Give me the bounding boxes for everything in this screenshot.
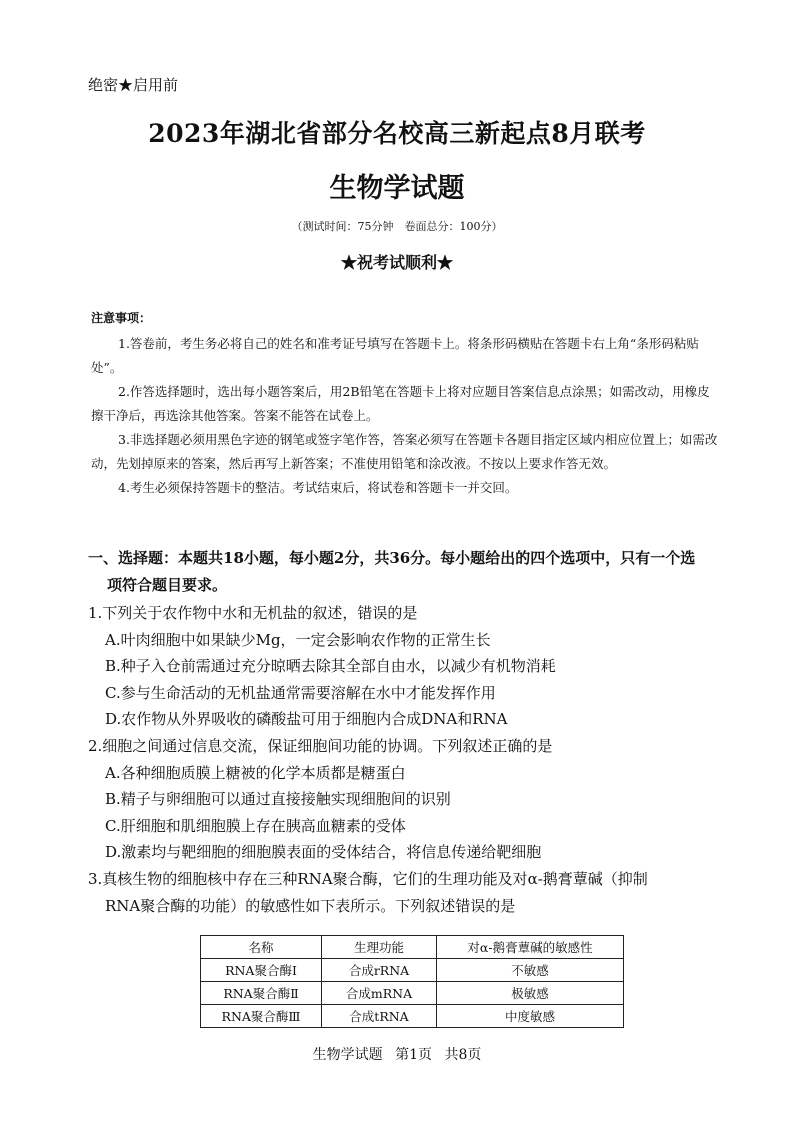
- table-cell: 合成tRNA: [322, 1005, 437, 1028]
- confidential-label: 绝密★启用前: [88, 76, 179, 94]
- table-row: [201, 1005, 624, 1028]
- question-1-option-b: B.种子入仓前需通过充分晾晒去除其全部自由水，以减少有机物消耗: [105, 657, 556, 676]
- table-header-cell: 生理功能: [322, 936, 437, 959]
- good-luck-line: ★祝考试顺利★: [340, 253, 453, 272]
- table-cell: 中度敏感: [437, 1005, 624, 1028]
- question-1-stem: 1.下列关于农作物中水和无机盐的叙述，错误的是: [88, 604, 418, 622]
- notes-heading: 注意事项：: [91, 311, 152, 325]
- note-item: 3.非选择题必须用黑色字迹的钢笔或签字笔作答，答案必须写在答题卡各题目指定区域内相应位置上；如需改动，先划掉原来的答案，然后再写上新答案；不准使用铅笔和涂改液。不按以上要求作答无效。: [91, 432, 718, 471]
- table-header-cell: 名称: [201, 936, 322, 959]
- footer-page-number: 第1页: [395, 1047, 432, 1063]
- section-heading-line2: 项符合题目要求。: [107, 576, 228, 594]
- question-2-stem: 2.细胞之间通过信息交流，保证细胞间功能的协调。下列叙述正确的是: [88, 736, 553, 755]
- question-2-option-a: A.各种细胞质膜上糖被的化学本质都是糖蛋白: [105, 763, 406, 782]
- exam-subject: 生物学试题: [329, 173, 465, 204]
- table-header-cell: 对α-鹅膏蕈碱的敏感性: [437, 936, 624, 959]
- question-2-option-b: B.精子与卵细胞可以通过直接接触实现细胞间的识别: [105, 790, 451, 809]
- note-item: 2.作答选择题时，选出每小题答案后，用2B铅笔在答题卡上将对应题目答案信息点涂黑；如需改动，用橡皮擦干净后，再选涂其他答案。答案不能答在试卷上。: [91, 384, 710, 423]
- question-3-stem: 3.真核生物的细胞核中存在三种RNA聚合酶，它们的生理功能及对α-鹅膏蕈碱（抑制: [88, 869, 648, 888]
- table-cell: 不敏感: [437, 959, 624, 982]
- question-2-option-c: C.肝细胞和肌细胞膜上存在胰高血糖素的受体: [105, 816, 406, 835]
- table-row: [201, 959, 624, 982]
- question-1-option-d: D.农作物从外界吸收的磷酸盐可用于细胞内合成DNA和RNA: [105, 710, 508, 729]
- footer-page-total: 共8页: [444, 1047, 482, 1063]
- section-heading: [88, 545, 728, 599]
- exam-time-info: （测试时间：75分钟 卷面总分：100分）: [291, 220, 503, 233]
- question-3-stem-cont: RNA聚合酶的功能）的敏感性如下表所示。下列叙述错误的是: [105, 896, 516, 915]
- note-item: 4.考生必须保持答题卡的整洁。考试结束后，将试卷和答题卡一并交回。: [118, 480, 518, 495]
- page-footer: [0, 1044, 794, 1064]
- question-list: [88, 600, 736, 919]
- section-heading-line1: 一、选择题：本题共18小题，每小题2分，共36分。每小题给出的四个选项中，只有一个选: [88, 549, 696, 567]
- table-cell: RNA聚合酶Ⅰ: [201, 959, 322, 982]
- table-header-row: [201, 936, 624, 959]
- table-cell: RNA聚合酶Ⅲ: [201, 1005, 322, 1028]
- rna-polymerase-table: [200, 935, 624, 1028]
- table-cell: 合成mRNA: [322, 982, 437, 1005]
- note-item: 1.答卷前，考生务必将自己的姓名和准考证号填写在答题卡上。将条形码横贴在答题卡右上角“条形码粘贴处”。: [91, 336, 699, 375]
- exam-title: 2023年湖北省部分名校高三新起点8月联考: [148, 119, 646, 148]
- table-cell: 极敏感: [437, 982, 624, 1005]
- table-cell: RNA聚合酶Ⅱ: [201, 982, 322, 1005]
- footer-subject: 生物学试题: [312, 1047, 383, 1063]
- question-2-option-d: D.激素均与靶细胞的细胞膜表面的受体结合，将信息传递给靶细胞: [105, 843, 542, 862]
- table-cell: 合成rRNA: [322, 959, 437, 982]
- question-1-option-c: C.参与生命活动的无机盐通常需要溶解在水中才能发挥作用: [105, 683, 496, 702]
- table-row: [201, 982, 624, 1005]
- notes-list: [91, 332, 721, 500]
- question-1-option-a: A.叶肉细胞中如果缺少Mg，一定会影响农作物的正常生长: [105, 630, 491, 649]
